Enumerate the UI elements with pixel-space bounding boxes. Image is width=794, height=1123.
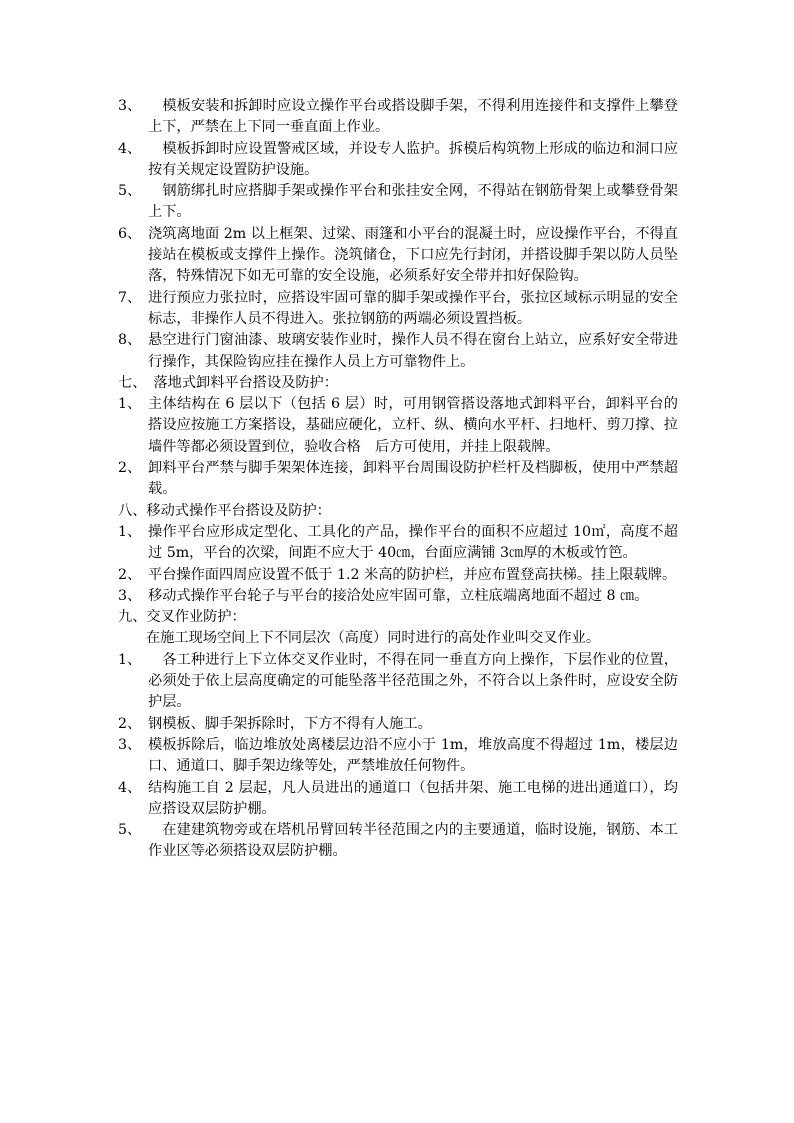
list-item-text: 操作平台应形成定型化、工具化的产品，操作平台的面积不应超过 10㎡，高度不超过 5m，平台的次梁，间距不应大于 40㎝，台面应满铺 3㎝厚的木板或竹笆。 <box>148 523 678 562</box>
list-item-number: 5、 <box>118 183 142 200</box>
list-item <box>118 139 678 182</box>
list-item-text: 钢筋绑扎时应搭脚手架或操作平台和张挂安全网，不得站在钢筋骨架上或攀登骨架上下。 <box>148 183 678 221</box>
list-item <box>118 714 678 735</box>
list-item-text: 模板拆卸时应设置警戒区域，并设专人监护。拆模后构筑物上形成的临边和洞口应按有关规定设置防护设施。 <box>148 140 678 178</box>
section-heading: 八、移动式操作平台搭设及防护： <box>118 502 331 519</box>
list-item <box>118 458 678 501</box>
list-item-text: 悬空进行门窗油漆、玻璃安装作业时，操作人员不得在窗台上站立，应系好安全带进行操作，其保险钩应挂在操作人员上方可靠物件上。 <box>148 332 678 370</box>
list-item-number: 1、 <box>118 396 142 413</box>
list-item <box>118 586 678 607</box>
list-item <box>118 522 678 565</box>
list-item-number: 1、 <box>118 651 142 668</box>
list-item-text: 各工种进行上下立体交叉作业时，不得在同一垂直方向上操作，下层作业的位置，必须处于依上层高度确定的可能坠落半径范围之外，不符合以上条件时，应设安全防护层。 <box>148 651 678 711</box>
list-item <box>118 394 678 458</box>
paragraph: 在施工现场空间上下不同层次（高度）同时进行的高处作业叫交叉作业。 <box>146 630 601 647</box>
list-item-number: 1、 <box>118 523 142 540</box>
list-item-text: 结构施工自 2 层起，凡人员进出的通道口（包括井架、施工电梯的进出通道口），均应搭设双层防护棚。 <box>148 779 678 817</box>
list-item-text: 主体结构在 6 层以下（包括 6 层）时，可用钢管搭设落地式卸料平台，卸料平台的搭设应按施工方案搭设，基础应硬化，立杆、纵、横向水平杆、扫地杆、剪刀撑、拉墙件等都必须设置到位，验收合格 后方可使用，并挂上限载牌。 <box>148 396 678 455</box>
list-item-number: 2、 <box>118 566 142 583</box>
list-item-text: 钢模板、脚手架拆除时，下方不得有人施工。 <box>148 715 432 732</box>
section-heading: 九、交叉作业防护： <box>118 609 246 626</box>
list-item <box>118 565 678 586</box>
list-item <box>118 181 678 224</box>
list-item-text: 平台操作面四周应设置不低于 1.2 米高的防护栏，并应布置登高扶梯。挂上限载牌。 <box>148 566 677 583</box>
list-item <box>118 778 678 821</box>
list-item-number: 5、 <box>118 822 142 839</box>
list-item <box>118 735 678 778</box>
list-item-number: 3、 <box>118 736 142 753</box>
list-item-number: 3、 <box>118 98 142 114</box>
list-item-text: 浇筑离地面 2m 以上框架、过梁、雨篷和小平台的混凝土时，应设操作平台，不得直接站在模板或支撑件上操作。浇筑储仓，下口应先行封闭，并搭设脚手架以防人员坠落，特殊情况下如无可靠的安全设施，必须系好安全带并扣好保险钩。 <box>148 225 678 285</box>
document-body <box>118 96 678 863</box>
list-item-number: 7、 <box>118 289 142 306</box>
list-item <box>118 330 678 373</box>
list-item-number: 2、 <box>118 460 142 477</box>
list-item-number: 3、 <box>118 587 142 604</box>
section-heading: 七、 落地式卸料平台搭设及防护： <box>118 374 338 391</box>
list-item <box>118 96 678 139</box>
list-item <box>118 224 678 288</box>
list-item-text: 模板安装和拆卸时应设立操作平台或搭设脚手架，不得利用连接件和支撑件上攀登上下，严禁在上下同一垂直面上作业。 <box>148 98 678 136</box>
list-item-number: 2、 <box>118 715 142 732</box>
list-item-text: 模板拆除后，临边堆放处离楼层边沿不应小于 1m，堆放高度不得超过 1m，楼层边口、通道口、脚手架边缘等处，严禁堆放任何物件。 <box>148 736 678 775</box>
list-item-text: 进行预应力张拉时，应搭设牢固可靠的脚手架或操作平台，张拉区域标示明显的安全标志，非操作人员不得进入。张拉钢筋的两端必须设置挡板。 <box>148 289 678 327</box>
list-item-text: 在建建筑物旁或在塔机吊臂回转半径范围之内的主要通道，临时设施，钢筋、本工作业区等必须搭设双层防护棚。 <box>148 822 678 860</box>
list-item <box>118 820 678 863</box>
list-item-text: 卸料平台严禁与脚手架架体连接，卸料平台周围设防护栏杆及档脚板，使用中严禁超载。 <box>148 460 678 498</box>
list-item-number: 8、 <box>118 332 142 349</box>
list-item-text: 移动式操作平台轮子与平台的接洽处应牢固可靠，立柱底端离地面不超过 8 ㎝。 <box>148 587 649 604</box>
list-item <box>118 650 678 714</box>
list-item-number: 6、 <box>118 225 142 242</box>
list-item-number: 4、 <box>118 140 142 157</box>
list-item <box>118 288 678 331</box>
list-item-number: 4、 <box>118 779 142 796</box>
